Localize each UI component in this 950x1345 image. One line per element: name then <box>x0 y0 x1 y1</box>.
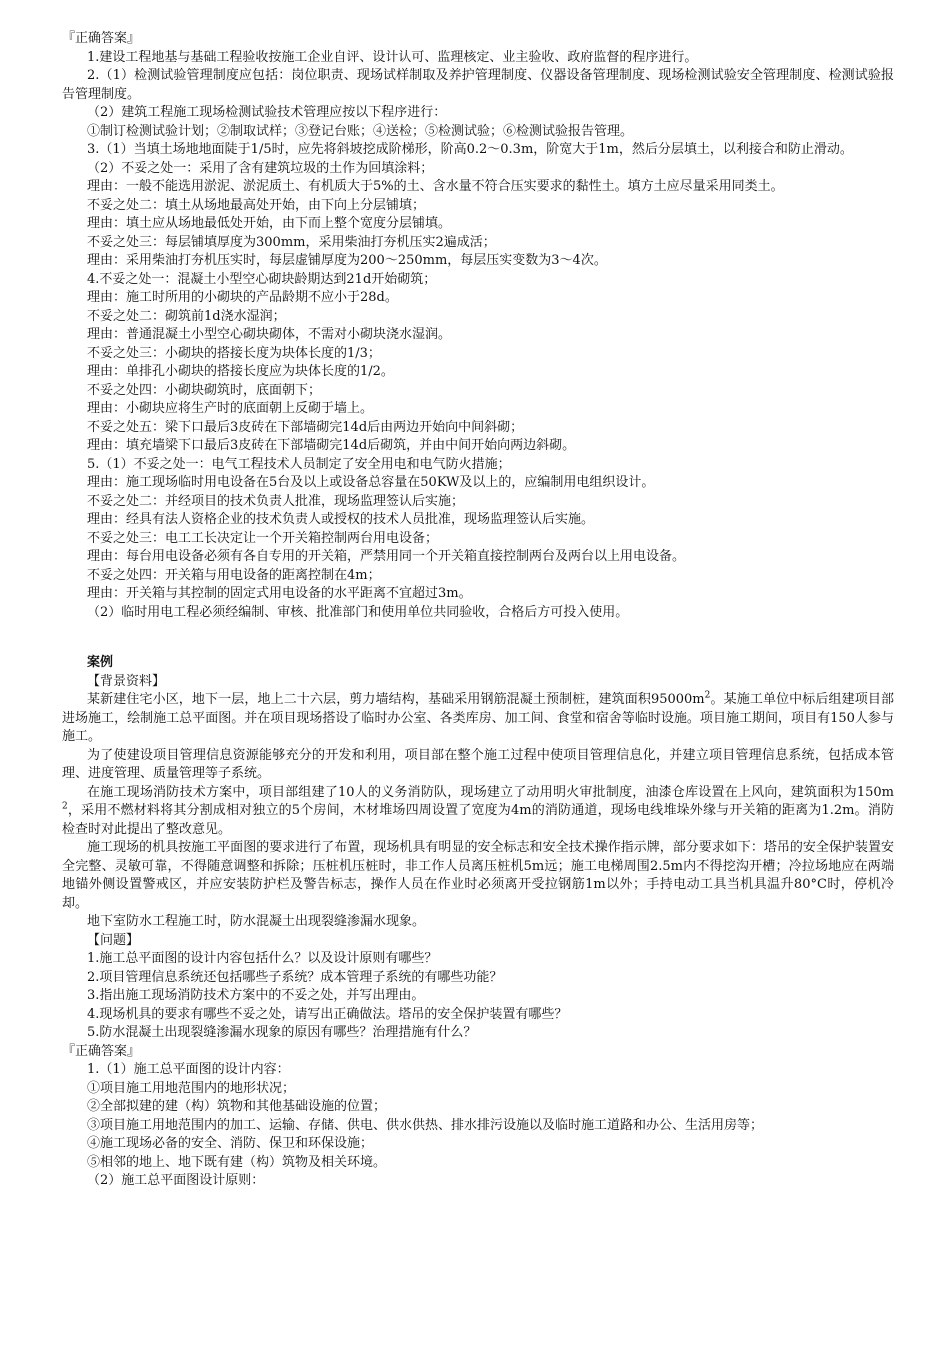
answer-section-1 <box>62 49 894 623</box>
question-item: 2.项目管理信息系统还包括哪些子系统？成本管理子系统的有哪些功能？ <box>87 969 503 985</box>
answer-line: 不妥之处三：电工工长决定让一个开关箱控制两台用电设备； <box>87 530 439 546</box>
answer-item: （2）施工总平面图设计原则： <box>87 1173 265 1188</box>
question-item: 1.施工总平面图的设计内容包括什么？以及设计原则有哪些？ <box>87 951 438 966</box>
answer-item: ⑤相邻的地上、地下既有建（构）筑物及相关环境。 <box>87 1154 387 1170</box>
background-paragraph-2: 为了使建设项目管理信息资源能够充分的开发和利用，项目部在整个施工过程中使项目管理信息化，并建立项目管理信息系统，包括成本管理、进度管理、质量管理等子系统。 <box>62 747 894 781</box>
document-page <box>62 30 894 1191</box>
answer-heading-2: 『正确答案』 <box>62 1043 141 1059</box>
section-gap <box>62 622 894 654</box>
answer-line: 理由：开关箱与其控制的固定式用电设备的水平距离不宜超过3m。 <box>87 586 472 601</box>
answer-line: 2.（1）检测试验管理制度应包括：岗位职责、现场试样制取及养护管理制度、仪器设备管理制度、现场检测试验安全管理制度、检测试验报告管理制度。 <box>62 68 894 102</box>
answer-line: 1.建设工程地基与基础工程验收按施工企业自评、设计认可、监理核定、业主验收、政府监督的程序进行。 <box>87 49 698 65</box>
answer-line: 理由：施工时所用的小砌块的产品龄期不应小于28d。 <box>87 290 398 305</box>
background-heading: 【背景资料】 <box>87 673 166 689</box>
answer-line: （2）不妥之处一：采用了含有建筑垃圾的土作为回填涂料； <box>87 160 434 176</box>
answer-line: 理由：经具有法人资格企业的技术负责人或授权的技术人员批准，现场监理签认后实施。 <box>87 512 595 527</box>
background-paragraph-3: 在施工现场消防技术方案中，项目部组建了10人的义务消防队，现场建立了动用明火审批制度，油漆仓库设置在上风向，建筑面积为$150m^2$，采用不燃材料将其分割成相对独立的5个房间，木材堆场四周设置了宽度为4m的消防通道，现场电线堆垛外缘与开关箱的距离为1.2m。消防检查时对此提出了整改意见。 <box>62 784 894 837</box>
background-paragraph-5: 地下室防水工程施工时，防水混凝土出现裂缝渗漏水现象。 <box>87 914 426 929</box>
answer-line: 3.（1）当填土场地地面陡于1/5时，应先将斜坡挖成阶梯形，阶高0.2～0.3m，阶宽大于1m，然后分层填土，以利接合和防止滑动。 <box>87 142 853 157</box>
answer-line: 4.不妥之处一：混凝土小型空心砌块龄期达到21d开始砌筑； <box>87 271 437 287</box>
answer-item: ②全部拟建的建（构）筑物和其他基础设施的位置； <box>87 1099 387 1114</box>
answer-line: 理由：小砌块应将生产时的底面朝上反砌于墙上。 <box>87 401 374 416</box>
answer-line: 不妥之处二：砌筑前1d浇水湿润； <box>87 308 286 324</box>
background-paragraph-4: 施工现场的机具按施工平面图的要求进行了布置，现场机具有明显的安全标志和安全技术操作指示牌，部分要求如下：塔吊的安全保护装置安全完整、灵敏可靠，不得随意调整和拆除；压桩机压桩时，非工作人员离压桩机5m远；施工电梯周围2.5m内不得挖沟开槽；冷拉场地应在两端地锚外侧设置警戒区，并应安装防护栏及警告标志，操作人员在作业时必须离开受拉钢筋1m以外；手持电动工具当机具温升80°C时，停机冷却。 <box>62 840 894 911</box>
answer-line: 理由：填土应从场地最低处开始，由下而上整个宽度分层铺填。 <box>87 216 452 231</box>
answer-line: 理由：普通混凝土小型空心砌块砌体，不需对小砌块浇水湿润。 <box>87 327 452 342</box>
background-paragraph-1: 某新建住宅小区，地下一层，地上二十六层，剪力墙结构，基础采用钢筋混凝土预制桩，建筑面积$95000m^2$。某施工单位中标后组建项目部进场施工，绘制施工总平面图。并在项目现场搭设了临时办公室、各类库房、加工间、食堂和宿舍等临时设施。项目施工期间，项目有150人参与施工。 <box>62 690 894 744</box>
answer-line: 理由：一般不能选用淤泥、淤泥质土、有机质大于5%的土、含水量不符合压实要求的黏性土。填方土应尽量采用同类土。 <box>87 179 784 194</box>
case-title: 案例 <box>87 655 114 670</box>
answer-line: ①制订检测试验计划；②制取试样；③登记台账；④送检；⑤检测试验；⑥检测试验报告管理。 <box>87 123 634 139</box>
answer-line: 不妥之处四：小砌块砌筑时，底面朝下； <box>87 382 322 398</box>
question-item: 5.防水混凝土出现裂缝渗漏水现象的原因有哪些？治理措施有什么？ <box>87 1025 477 1040</box>
answer-line: 5.（1）不妥之处一：电气工程技术人员制定了安全用电和电气防火措施； <box>87 456 511 472</box>
answer-line: 不妥之处三：小砌块的搭接长度为块体长度的1/3； <box>87 345 381 361</box>
answer-item: ①项目施工用地范围内的地形状况； <box>87 1080 296 1096</box>
answer-line: 理由：采用柴油打夯机压实时，每层虚铺厚度为200～250mm，每层压实变数为3～4次。 <box>87 253 607 268</box>
answer-item: 1.（1）施工总平面图的设计内容： <box>87 1062 290 1077</box>
answer-line: 理由：施工现场临时用电设备在5台及以上或设备总容量在50KW及以上的，应编制用电组织设计。 <box>87 475 655 490</box>
answer-line: 不妥之处五：梁下口最后3皮砖在下部墙砌完14d后由两边开始向中间斜砌； <box>87 419 524 435</box>
answer-line: 不妥之处三：每层铺填厚度为300mm，采用柴油打夯机压实2遍成活； <box>87 234 496 250</box>
answer-line: 不妥之处四：开关箱与用电设备的距离控制在4m； <box>87 567 381 583</box>
question-heading: 【问题】 <box>87 932 140 948</box>
question-item: 3.指出施工现场消防技术方案中的不妥之处，并写出理由。 <box>87 988 425 1003</box>
answer-item: ③项目施工用地范围内的加工、运输、存储、供电、供水供热、排水排污设施以及临时施工道路和办公、生活用房等； <box>87 1117 764 1133</box>
answer-line: 理由：单排孔小砌块的搭接长度应为块体长度的1/2。 <box>87 364 394 379</box>
answer-line: 理由：填充墙梁下口最后3皮砖在下部墙砌完14d后砌筑，并由中间开始向两边斜砌。 <box>87 438 576 453</box>
answer-line: （2）建筑工程施工现场检测试验技术管理应按以下程序进行： <box>87 105 447 120</box>
answer-item: ④施工现场必备的安全、消防、保卫和环保设施； <box>87 1136 374 1151</box>
answer-line: （2）临时用电工程必须经编制、审核、批准部门和使用单位共同验收，合格后方可投入使用。 <box>87 604 629 620</box>
question-item: 4.现场机具的要求有哪些不妥之处，请写出正确做法。塔吊的安全保护装置有哪些？ <box>87 1006 568 1022</box>
answer-heading-1: 『正确答案』 <box>62 31 141 46</box>
answer-line: 不妥之处二：填土从场地最高处开始，由下向上分层铺填； <box>87 197 426 213</box>
answer-line: 理由：每台用电设备必须有各自专用的开关箱，严禁用同一个开关箱直接控制两台及两台以上用电设备。 <box>87 549 686 564</box>
answer-line: 不妥之处二：并经项目的技术负责人批准，现场监理签认后实施； <box>87 493 465 509</box>
